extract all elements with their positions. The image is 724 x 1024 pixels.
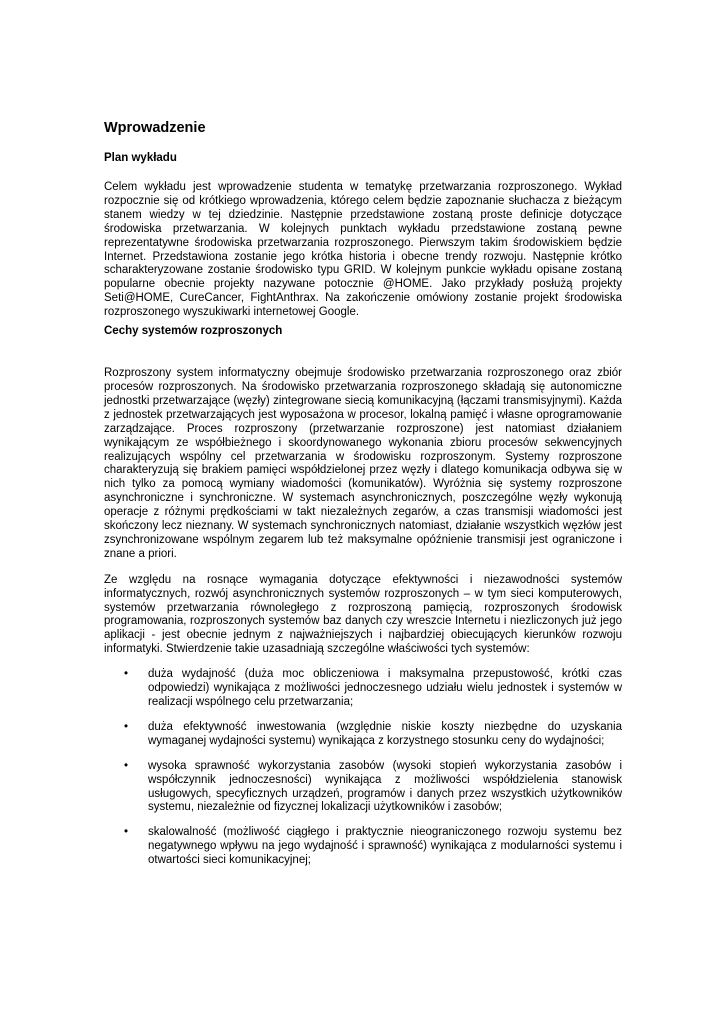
bullet-icon: •	[124, 826, 129, 839]
features-paragraph-1: Rozproszony system informatyczny obejmuje środowisko przetwarzania rozproszonego oraz zbiór procesów rozproszonych. Na środowisko przetwarzania rozproszonego składają się autonomiczne jednostki przetwarzające (węzły) zintegrowane siecią komunikacyjną (łączami transmisyjnymi). Każda z jednostek przetwarzających jest wyposażona w procesor, lokalną pamięć i własne oprogramowanie zarządzające. Proces rozproszony (przetwarzanie rozproszone) jest natomiast działaniem wynikającym ze współbieżnego i skoordynowanego wykonania zbioru procesów sekwencyjnych realizujących wspólny cel przetwarzania w środowisku rozproszonym. Systemy rozproszone charakteryzują się brakiem pamięci współdzielonej przez węzły i dlatego komunikacja odbywa się w nich tylko za pomocą wymiany wiadomości (komunikatów). Wyróżnia się systemy rozproszone asynchroniczne i synchroniczne. W systemach asynchronicznych, poszczególne węzły wykonują operacje z różnymi prędkościami w takt niezależnych zegarów, a czas transmisji wiadomości jest skończony lecz nieznany. W systemach synchronicznych natomiast, działanie wszystkich węzłów jest zsynchronizowane wspólnym zegarem lub też maksymalne opóźnienie transmisji jest ograniczone i znane a priori.	[104, 367, 622, 560]
section-heading-plan: Plan wykładu	[104, 152, 177, 164]
list-item	[104, 721, 622, 749]
bullet-icon: •	[124, 668, 129, 681]
section-heading-features: Cechy systemów rozproszonych	[104, 325, 283, 338]
document-title: Wprowadzenie	[104, 120, 206, 136]
bullet-icon: •	[124, 720, 129, 733]
list-item	[104, 760, 622, 816]
bullet-icon: •	[124, 759, 129, 772]
list-item	[104, 826, 622, 868]
properties-list	[104, 668, 622, 868]
features-paragraph-2: Ze względu na rosnące wymagania dotyczące efektywności i niezawodności systemów informatycznych, rozwój asynchronicznych systemów rozproszonych – w tym sieci komputerowych, systemów przetwarzania równoległego z rozproszoną pamięcią, rozproszonych środowisk programowania, rozproszonych systemów baz danych czy wreszcie Internetu i niezliczonych już jego aplikacji - jest obecnie jednym z najważniejszych i najbardziej obiecujących kierunków rozwoju informatyki. Stwierdzenie takie uzasadniają szczególne właściwości tych systemów:	[104, 573, 622, 656]
list-item-text: duża wydajność (duża moc obliczeniowa i maksymalna przepustowość, krótki czas odpowiedzi) wynikająca z możliwości jednoczesnego udziału wielu jednostek i systemów w realizacji wspólnego celu przetwarzania;	[148, 668, 622, 708]
list-item-text: skalowalność (możliwość ciągłego i praktycznie nieograniczonego rozwoju systemu bez negatywnego wpływu na jego wydajność i sprawność) wynikająca z modularności systemu i otwartości sieci komunikacyjnej;	[148, 826, 622, 867]
list-item	[104, 668, 622, 710]
document-page	[104, 118, 622, 879]
list-item-text: wysoka sprawność wykorzystania zasobów (wysoki stopień wykorzystania zasobów i współczynnik jednoczesności) wynikająca z możliwości współdzielenia stanowisk usługowych, specyficznych urządzeń, programów i danych przez wszystkich użytkowników systemu, niezależnie od fizycznej lokalizacji użytkowników i zasobów;	[148, 759, 622, 814]
intro-paragraph: Celem wykładu jest wprowadzenie studenta w tematykę przetwarzania rozproszonego. Wykład rozpocznie się od krótkiego wprowadzenia, którego celem będzie zapoznanie słuchacza z bieżącym stanem wiedzy w tej dziedzinie. Następnie przedstawione zostaną proste definicje dotyczące środowiska przetwarzania. W kolejnych punktach wykładu przedstawione zostaną pewne reprezentatywne środowiska przetwarzania rozproszonego. Pierwszym takim środowiskiem będzie Internet. Przedstawiona zostanie jego krótka historia i obecne trendy rozwoju. Następnie krótko scharakteryzowane zostanie środowisko typu GRID. W kolejnym punkcie wykładu opisane zostaną popularne obecnie projekty nazywane potocznie @HOME. Jako przykłady posłużą projekty Seti@HOME, CureCancer, FightAnthrax. Na zakończenie omówiony zostanie projekt środowiska rozproszonego wyszukiwarki internetowej Google.	[104, 181, 622, 319]
list-item-text: duża efektywność inwestowania (względnie niskie koszty niezbędne do uzyskania wymaganej wydajności systemu) wynikająca z korzystnego stosunku ceny do wydajności;	[148, 720, 622, 747]
